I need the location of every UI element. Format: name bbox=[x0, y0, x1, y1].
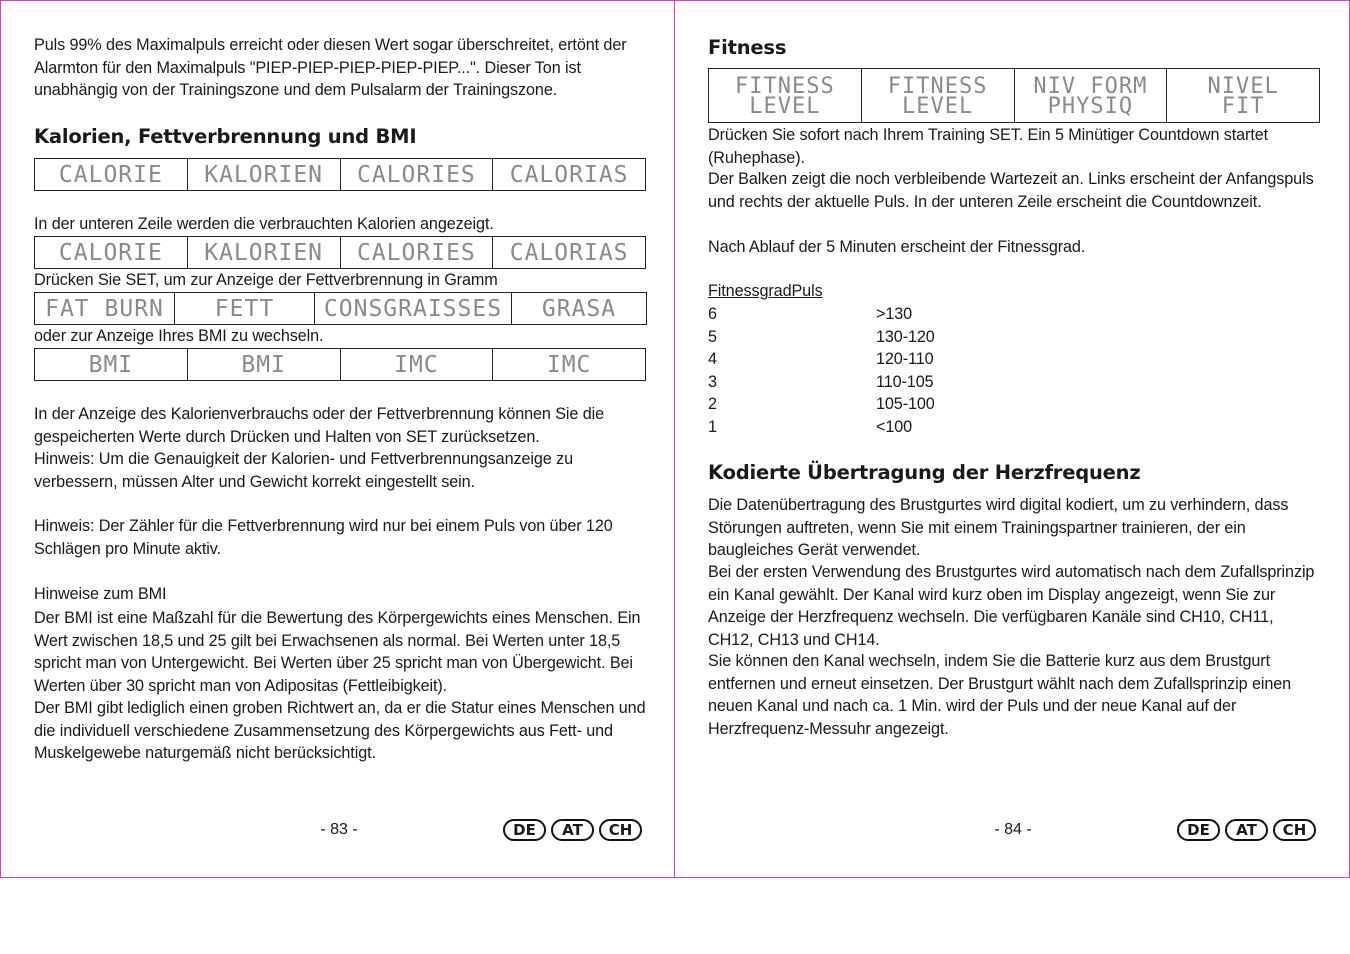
section-heading-calories: Kalorien, Fettverbrennung und BMI bbox=[34, 125, 417, 148]
lcd-cell: CALORIAS bbox=[493, 237, 646, 269]
fitness-pulse: 130-120 bbox=[876, 327, 935, 346]
lcd-cell: IMC bbox=[493, 349, 646, 381]
fitness-grade: 2 bbox=[708, 395, 717, 413]
hint-paragraph-1: Hinweis: Um die Genauigkeit der Kalorien- und Fettverbrennungsanzeige zu verbessern, müssen Alter und Gewicht korrekt eingestellt sein. bbox=[34, 450, 573, 491]
country-badges bbox=[503, 819, 642, 841]
reset-paragraph: In der Anzeige des Kalorienverbrauchs oder der Fettverbrennung können Sie die gespeicherten Werte durch Drücken und Halten von SET zurücksetzen. bbox=[34, 405, 605, 446]
fat-text: Drücken Sie SET, um zur Anzeige der Fettverbrennung in Gramm bbox=[34, 271, 498, 289]
lcd-cell: CONSGRAISSES bbox=[315, 293, 512, 325]
fitness-grade: 5 bbox=[708, 327, 717, 346]
fitness-grade: 6 bbox=[708, 305, 717, 323]
lcd-cell: IMC bbox=[340, 349, 493, 381]
section-heading-coded-transmission: Kodierte Übertragung der Herzfrequenz bbox=[708, 461, 1141, 484]
country-badge-at: AT bbox=[1225, 819, 1268, 841]
table-row bbox=[708, 371, 1108, 394]
fitness-grade: 1 bbox=[708, 417, 717, 436]
lcd-cell: CALORIES bbox=[340, 159, 493, 191]
lcd-cell bbox=[1014, 69, 1167, 123]
page-84 bbox=[708, 0, 1320, 878]
lcd-line: PHYSIQ bbox=[1047, 93, 1134, 119]
fitness-pulse: 120-110 bbox=[876, 350, 934, 368]
page-83 bbox=[34, 0, 646, 878]
lcd-cell: FAT BURN bbox=[35, 293, 175, 325]
lcd-cell: CALORIES bbox=[340, 237, 493, 269]
fitness-table bbox=[708, 303, 1108, 438]
coded-paragraph-1: Die Datenübertragung des Brustgurtes wird digital kodiert, um zu verhindern, dass Störungen auftreten, wenn Sie mit einem Trainingspartner trainieren, der ein baugleiches Gerät verwendet. bbox=[708, 496, 1289, 559]
lcd-line: FIT bbox=[1221, 93, 1265, 119]
country-badge-ch: CH bbox=[1273, 819, 1316, 841]
lcd-cell: GRASA bbox=[512, 293, 647, 325]
fitness-paragraph-1: Drücken Sie sofort nach Ihrem Training SET. Ein 5 Minütiger Countdown startet (Ruhephase). bbox=[708, 126, 1269, 167]
lcd-cell: BMI bbox=[35, 349, 188, 381]
bmi-paragraph-1: Der BMI ist eine Maßzahl für die Bewertung des Körpergewichts eines Menschen. Ein Wert zwischen 18,5 und 25 gilt bei Erwachsenen als normal. Bei Werten unter 18,5 spricht man von Untergewicht. Bei Werten über 25 spricht man von Übergewicht. Bei Werten über 30 spricht man von Adipositas (Fettleibigkeit). bbox=[34, 609, 641, 695]
lcd-cell: CALORIE bbox=[35, 159, 188, 191]
page-number: - 84 - bbox=[994, 821, 1032, 838]
lcd-line: LEVEL bbox=[749, 93, 821, 119]
country-badge-ch: CH bbox=[599, 819, 642, 841]
country-badge-de: DE bbox=[1177, 819, 1220, 841]
footer-left bbox=[34, 818, 646, 846]
lcd-cell: KALORIEN bbox=[187, 237, 340, 269]
bmi-subheading: Hinweise zum BMI bbox=[34, 585, 167, 603]
country-badge-at: AT bbox=[551, 819, 594, 841]
table-row bbox=[708, 326, 1108, 349]
fitness-pulse: 105-100 bbox=[876, 395, 935, 413]
lcd-cell: BMI bbox=[187, 349, 340, 381]
lcd-cell: KALORIEN bbox=[187, 159, 340, 191]
intro-paragraph: Puls 99% des Maximalpuls erreicht oder diesen Wert sogar überschreitet, ertönt der Alarmton für den Maximalpuls "PIEP-PIEP-PIEP-PIEP-PIEP...". Dieser Ton ist unabhängig von der Trainingszone und dem Pulsalarm der Trainingszone. bbox=[34, 36, 627, 99]
fitness-grade: 3 bbox=[708, 372, 717, 391]
lcd-cell: CALORIE bbox=[35, 237, 188, 269]
fitness-grade: 4 bbox=[708, 350, 717, 368]
lcd-cell bbox=[861, 69, 1014, 123]
lcd-cell: FETT bbox=[175, 293, 315, 325]
table-row bbox=[708, 303, 1108, 326]
lcd-calorie-table-2 bbox=[34, 236, 646, 269]
table-row bbox=[708, 348, 1108, 371]
lcd-fitness-table bbox=[708, 68, 1320, 123]
calorie-text: In der unteren Zeile werden die verbrauchten Kalorien angezeigt. bbox=[34, 215, 494, 233]
fitness-paragraph-2: Der Balken zeigt die noch verbleibende Wartezeit an. Links erscheint der Anfangspuls und rechts der aktuelle Puls. In der unteren Zeile erscheint die Countdownzeit. bbox=[708, 170, 1314, 211]
lcd-cell bbox=[709, 69, 862, 123]
country-badges bbox=[1177, 819, 1316, 841]
fitness-pulse: 110-105 bbox=[876, 372, 934, 391]
lcd-line: LEVEL bbox=[902, 93, 974, 119]
lcd-line: NIVEL bbox=[1207, 73, 1279, 99]
page-number: - 83 - bbox=[320, 821, 358, 838]
lcd-line: FITNESS bbox=[887, 73, 988, 99]
table-row bbox=[708, 416, 1108, 439]
bmi-text: oder zur Anzeige Ihres BMI zu wechseln. bbox=[34, 327, 324, 345]
coded-paragraph-2: Bei der ersten Verwendung des Brustgurtes wird automatisch nach dem Zufallsprinzip ein Kanal gewählt. Der Kanal wird kurz oben im Display angezeigt, wenn Sie zur Anzeige der Herzfrequenz wechseln. Die verfügbaren Kanäle sind CH10, CH11, CH12, CH13 und CH14. bbox=[708, 563, 1315, 649]
lcd-calorie-table-1 bbox=[34, 158, 646, 191]
coded-paragraph-3: Sie können den Kanal wechseln, indem Sie die Batterie kurz aus dem Brustgurt entfernen und erneut einsetzen. Der Brustgurt wählt nach dem Zufallsprinzip einen neuen Kanal und nach ca. 1 Min. wird der Puls und der neue Kanal auf der Herzfrequenz-Messuhr angezeigt. bbox=[708, 652, 1292, 738]
lcd-fat-table bbox=[34, 292, 647, 325]
hint-paragraph-2: Hinweis: Der Zähler für die Fettverbrennung wird nur bei einem Puls von über 120 Schlägen pro Minute aktiv. bbox=[34, 517, 613, 558]
lcd-cell: CALORIAS bbox=[493, 159, 646, 191]
page-divider bbox=[674, 0, 675, 878]
section-heading-fitness: Fitness bbox=[708, 36, 787, 59]
fitness-pulse: <100 bbox=[876, 417, 913, 436]
fitness-table-header: FitnessgradPuls bbox=[708, 282, 823, 300]
lcd-bmi-table bbox=[34, 348, 646, 381]
fitness-paragraph-3: Nach Ablauf der 5 Minuten erscheint der Fitnessgrad. bbox=[708, 238, 1086, 256]
lcd-line: NIV FORM bbox=[1033, 73, 1148, 99]
country-badge-de: DE bbox=[503, 819, 546, 841]
footer-right bbox=[708, 818, 1320, 846]
lcd-cell bbox=[1167, 69, 1320, 123]
lcd-line: FITNESS bbox=[735, 73, 835, 99]
fitness-pulse: >130 bbox=[876, 305, 913, 323]
table-row bbox=[708, 393, 1108, 416]
bmi-paragraph-2: Der BMI gibt lediglich einen groben Richtwert an, da er die Statur eines Menschen und die individuell verschiedene Zusammensetzung des Körpergewichts aus Fett- und Muskelgewebe naturgemäß nicht berücksichtigt. bbox=[34, 699, 646, 762]
